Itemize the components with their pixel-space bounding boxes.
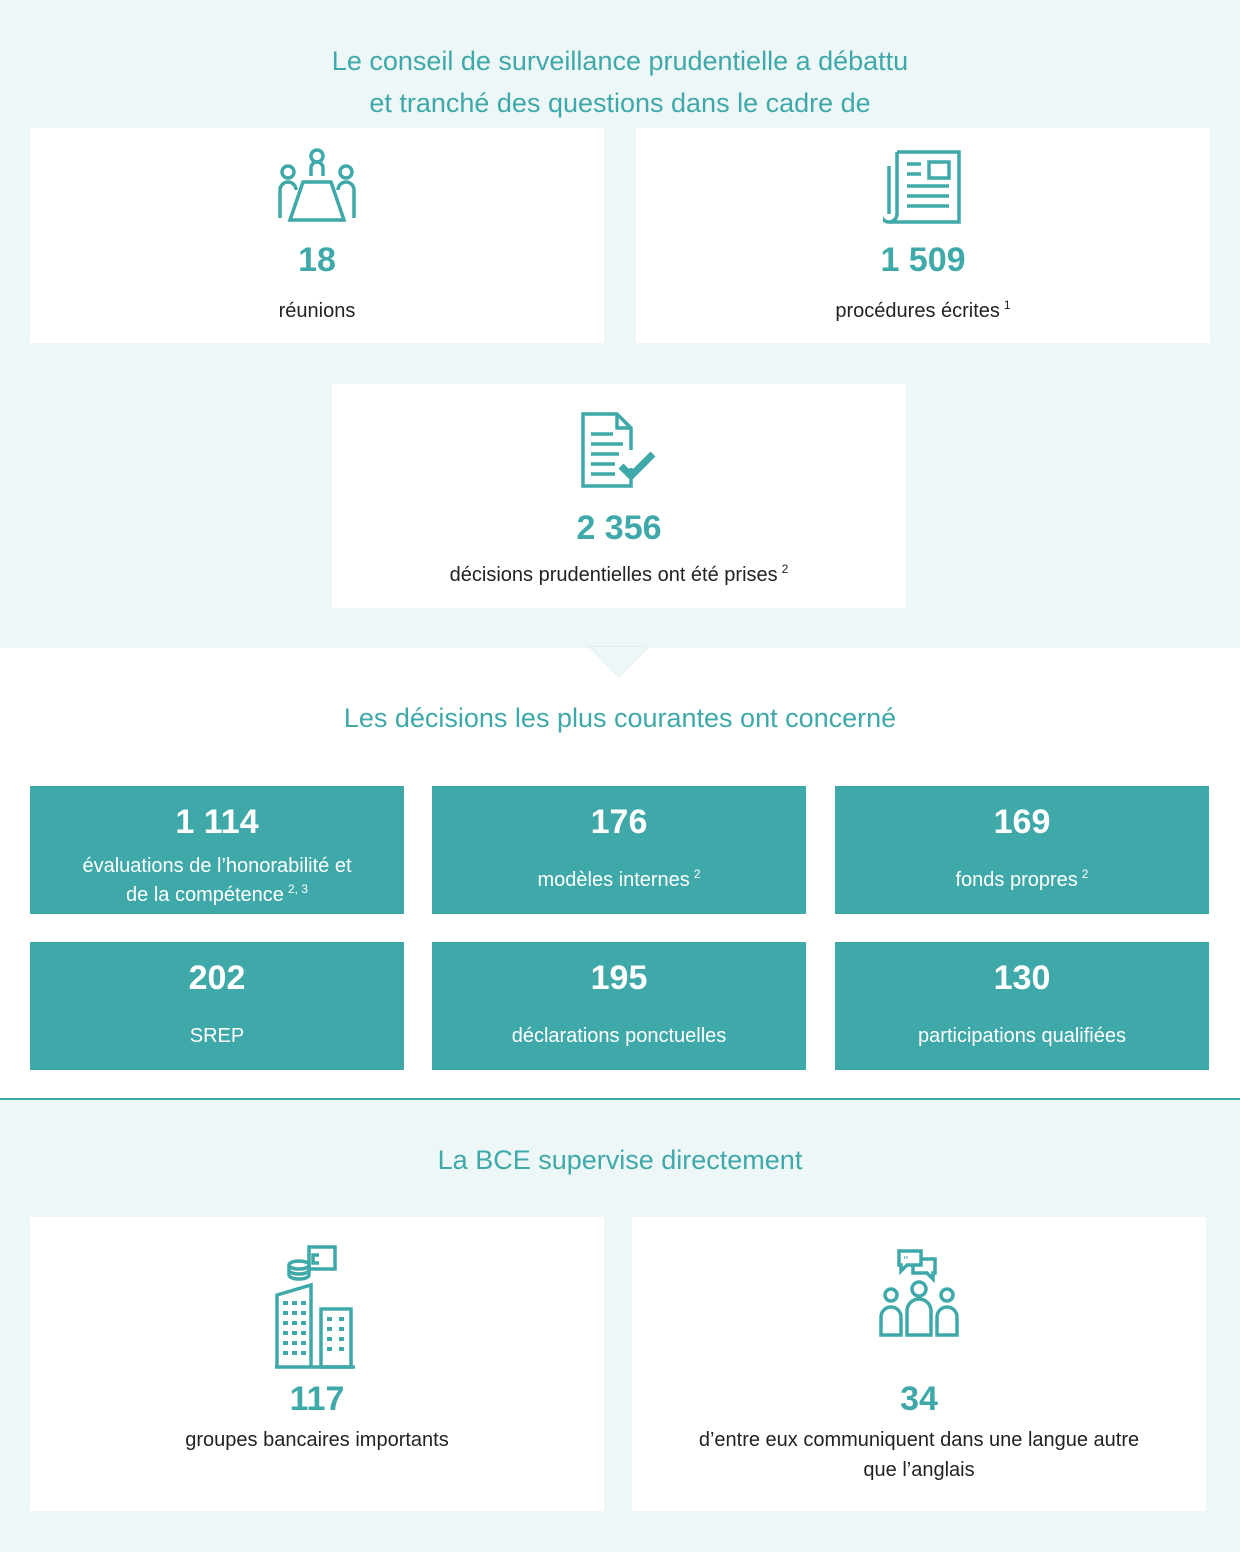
decision-document-icon (579, 410, 659, 490)
section2-heading: Les décisions les plus courantes ont concerné (343, 703, 897, 733)
footnote-1: 1 (1003, 298, 1011, 313)
tile-label: modèles internes (537, 869, 690, 891)
tile-label-line1: évaluations de l’honorabilité et (82, 855, 352, 877)
section3-heading: La BCE supervise directement (437, 1145, 803, 1175)
written-procedures-card (636, 128, 1210, 343)
written-procedures-number: 1 509 (880, 241, 966, 279)
tile-fit-and-proper (30, 786, 404, 914)
tile-number: 176 (590, 803, 648, 841)
languages-label-line1: d’entre eux communiquent dans une langue autre (698, 1429, 1140, 1451)
tile-qualifying-holdings (835, 942, 1209, 1070)
tile-label: déclarations ponctuelles (511, 1025, 727, 1047)
written-procedures-label: procédures écrites (835, 300, 1000, 322)
languages-number: 34 (900, 1380, 938, 1418)
tile-number: 130 (993, 959, 1051, 997)
people-speech-icon (877, 1247, 961, 1343)
tile-label-line2-row (44, 881, 390, 910)
decisions-card (332, 384, 906, 608)
tile-own-funds (835, 786, 1209, 914)
tile-label-row (835, 866, 1209, 895)
meetings-label: réunions (278, 300, 356, 322)
decisions-label-row (332, 560, 906, 590)
languages-label (632, 1425, 1206, 1485)
tile-label: participations qualifiées (918, 1025, 1126, 1047)
written-procedure-icon (883, 146, 963, 226)
tile-number: 202 (188, 959, 246, 997)
section1-heading-line2: et tranché des questions dans le cadre de (369, 88, 871, 118)
tile-label-line2: de la compétence (126, 884, 284, 906)
section1-heading (0, 40, 1240, 124)
banking-groups-number: 117 (289, 1380, 345, 1418)
decisions-number: 2 356 (576, 509, 662, 547)
tile-label: SREP (189, 1025, 245, 1047)
tile-label (30, 852, 404, 910)
meetings-card (30, 128, 604, 343)
written-procedures-label-row (636, 296, 1210, 326)
pointer-arrow (590, 647, 648, 677)
banking-groups-label: groupes bancaires importants (185, 1429, 449, 1451)
svg-text:“: “ (903, 1254, 909, 1267)
tile-srep (30, 942, 404, 1070)
tile-number: 169 (993, 803, 1051, 841)
meeting-icon (277, 146, 357, 226)
languages-card (632, 1217, 1206, 1511)
section1-heading-line1: Le conseil de surveillance prudentielle a débattu (331, 46, 909, 76)
tile-number: 1 114 (175, 803, 259, 841)
tile-ad-hoc-reports (432, 942, 806, 1070)
meetings-number: 18 (298, 241, 336, 279)
banking-groups-card (30, 1217, 604, 1511)
tile-footnote: 2 (693, 867, 701, 882)
tile-footnote: 2, 3 (287, 882, 308, 897)
tile-label: fonds propres (955, 869, 1078, 891)
tile-footnote: 2 (1081, 867, 1089, 882)
footnote-2: 2 (781, 562, 789, 577)
bank-buildings-icon (275, 1245, 359, 1369)
decisions-label: décisions prudentielles ont été prises (449, 564, 778, 586)
tile-number: 195 (590, 959, 648, 997)
languages-label-line2: que l’anglais (863, 1459, 975, 1481)
tile-label-row (432, 866, 806, 895)
tile-internal-models (432, 786, 806, 914)
